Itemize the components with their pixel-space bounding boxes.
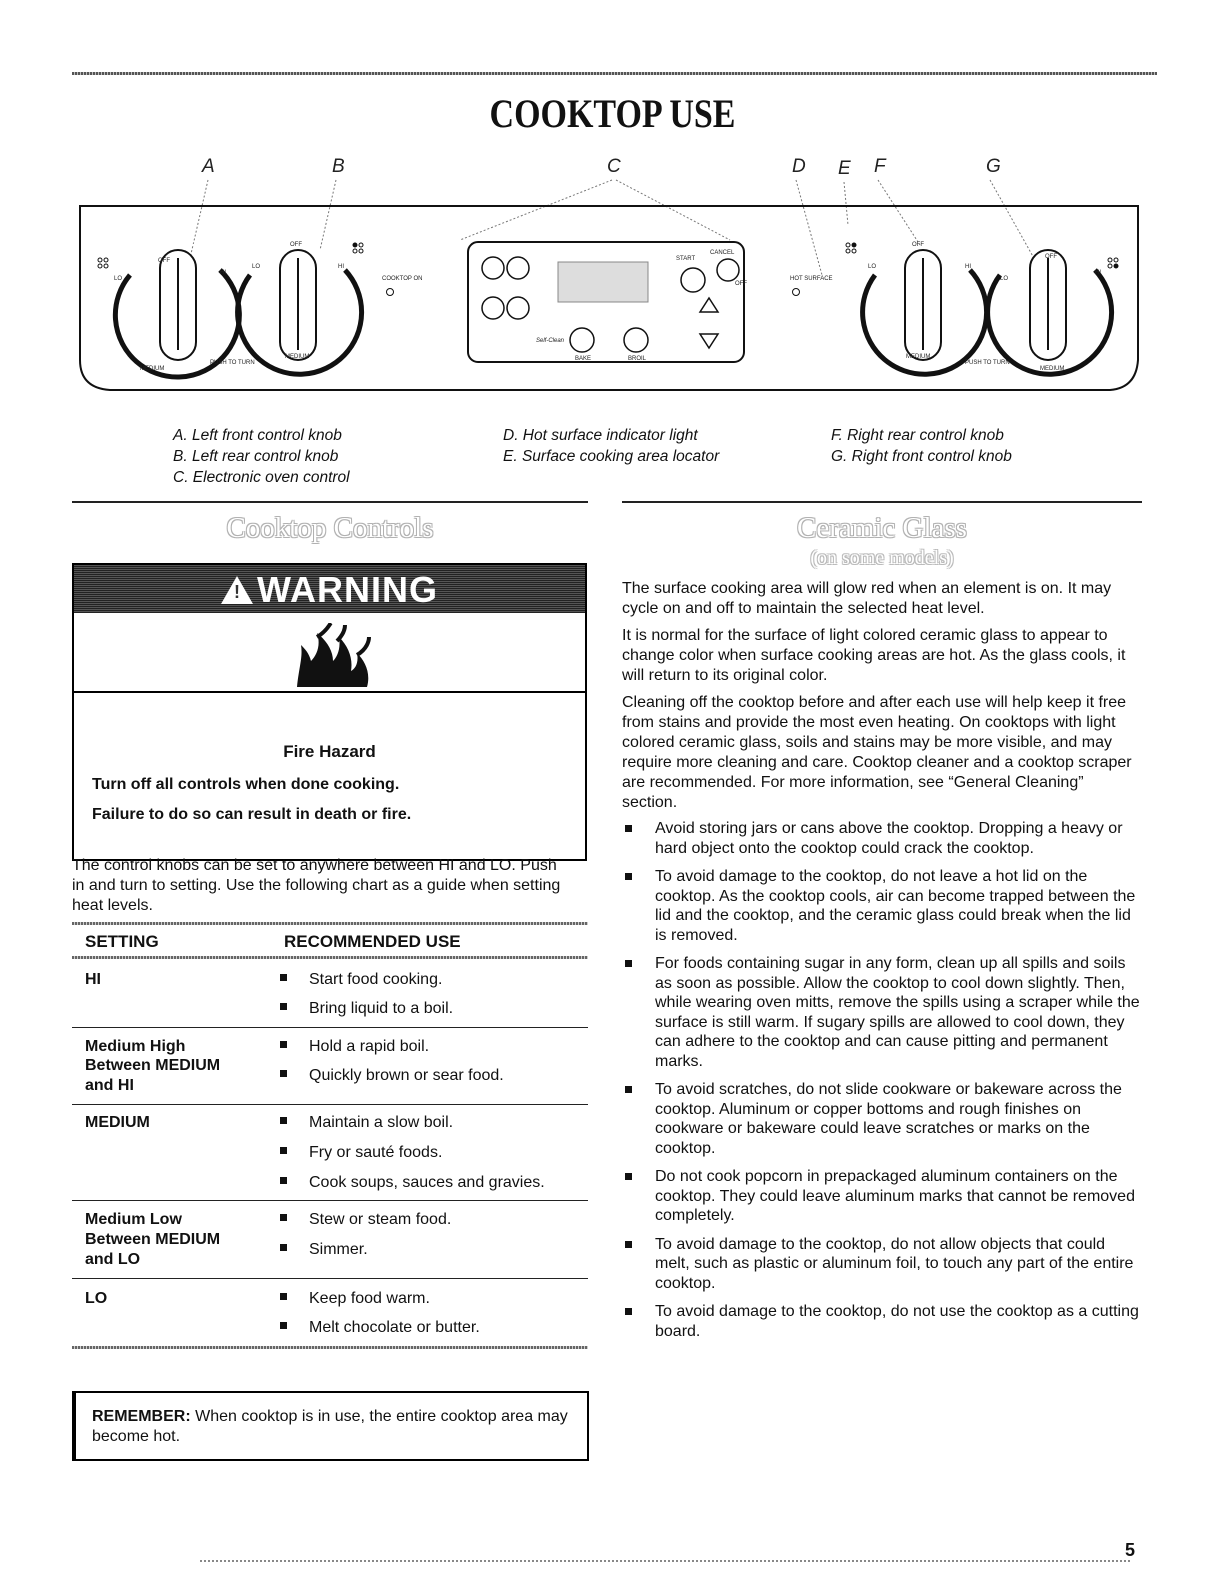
knob-label-push-2: PUSH TO TURN <box>965 360 1010 366</box>
legend-a: A. Left front control knob <box>173 427 342 444</box>
fire-icon <box>287 623 377 689</box>
broil-label: BROIL <box>628 356 647 362</box>
remember-box <box>72 1391 589 1461</box>
setting-lo: LO <box>85 1290 108 1307</box>
knob-label-off-3: OFF <box>912 242 924 248</box>
top-rule <box>72 72 1157 75</box>
knob-label-off-4: OFF <box>1045 254 1057 260</box>
bake-label: BAKE <box>575 356 592 362</box>
control-panel-diagram <box>70 150 1160 410</box>
bullet-item: For foods containing sugar in any form, clean up all spills and soils as soon as possible. Allow the cooktop to cool down slightly. Then, while wearing oven mitts, remove the spills using a scraper while the surface is still warm. If sugary spills are allowed to cool down, they can adhere to the cooktop and can cause pitting and permanent marks. <box>622 954 1142 1071</box>
row-divider <box>72 1104 588 1105</box>
controls-intro: The control knobs can be set to anywhere between HI and LO. Push in and turn to setting. Use the following chart as a guide when setting heat levels. <box>72 857 561 914</box>
right-front-knob <box>988 250 1112 374</box>
knob-label-off-2: OFF <box>290 242 302 248</box>
use-item: Bring liquid to a boil. <box>280 999 453 1019</box>
th-recommended-use: RECOMMENDED USE <box>284 932 461 951</box>
bullet-item: To avoid damage to the cooktop, do not use the cooktop as a cutting board. <box>622 1302 1142 1341</box>
row-divider <box>72 1278 588 1279</box>
legend-col-1 <box>173 425 350 488</box>
knob-label-lo-4: LO <box>1000 276 1009 282</box>
right-section-rule <box>622 501 1142 503</box>
table-top-rule <box>72 922 588 925</box>
setting-medium-low: Medium Low <box>85 1211 182 1228</box>
bullet-item: To avoid damage to the cooktop, do not leave a hot lid on the cooktop. As the cooktop cools, air can become trapped between the lid and the cooktop, and the ceramic glass could break when the lid is removed. <box>622 867 1142 945</box>
knob-label-hi-4: HI <box>1095 270 1101 276</box>
setting-label: Medium High <box>85 1038 186 1055</box>
warning-header <box>74 565 585 613</box>
legend-col-3 <box>831 425 1012 467</box>
use-item: Melt chocolate or butter. <box>280 1318 480 1338</box>
warning-divider <box>74 691 585 693</box>
bullet-item: To avoid scratches, do not slide cookware or bakeware across the cooktop. Aluminum or copper bottoms and rough finishes on cookware or bakeware could leave scratches or marks on the cooktop. <box>622 1080 1142 1158</box>
setting-medium: MEDIUM <box>85 1114 150 1131</box>
off-label: OFF <box>735 281 747 287</box>
setting-medium-high-range: Between MEDIUM and HI <box>85 1057 221 1094</box>
legend-col-2 <box>503 425 719 467</box>
th-setting: SETTING <box>85 932 159 951</box>
left-front-knob <box>115 243 240 377</box>
knob-label-off-1: OFF <box>158 258 170 264</box>
use-item: Start food cooking. <box>280 970 442 990</box>
legend-f: F. Right rear control knob <box>831 427 1004 444</box>
remember-text: When cooktop is in use, the entire cooktop area may become hot. <box>92 1408 568 1445</box>
cooktop-controls-heading: Cooktop Controls <box>226 512 434 544</box>
setting-medium-low-range: Between MEDIUM and LO <box>85 1231 221 1268</box>
bullet-item: Avoid storing jars or cans above the cooktop. Dropping a heavy or hard object onto the cooktop could crack the cooktop. <box>622 819 1142 858</box>
callout-e: E <box>838 158 851 179</box>
legend-e: E. Surface cooking area locator <box>503 448 720 465</box>
callout-b: B <box>332 156 345 177</box>
hazard-title: Fire Hazard <box>283 742 376 761</box>
ceramic-glass-body <box>622 579 1142 1341</box>
warning-line-2: Failure to do so can result in death or fire. <box>92 806 412 823</box>
knob-label-hi-3: HI <box>965 264 971 270</box>
use-item: Cook soups, sauces and gravies. <box>280 1173 545 1193</box>
legend-g: G. Right front control knob <box>831 448 1012 465</box>
knob-label-medium-2: MEDIUM <box>285 354 310 360</box>
use-item: Simmer. <box>280 1240 368 1260</box>
paragraph: Cleaning off the cooktop before and after each use will help keep it free from stains and provide the most even heating. On cooktops with light colored ceramic glass, soils and stains may be more visible, and may require more cleaning and care. Cooktop cleaner and a cooktop scraper are recommended. For more information, see “General Cleaning” section. <box>622 694 1132 811</box>
knob-label-medium-3: MEDIUM <box>906 354 931 360</box>
callout-d: D <box>792 156 806 177</box>
electronic-oven-control <box>468 242 744 362</box>
warning-header-text: WARNING <box>257 569 438 610</box>
use-item: Fry or sauté foods. <box>280 1143 442 1163</box>
row-divider <box>72 1027 588 1028</box>
use-item: Maintain a slow boil. <box>280 1113 453 1133</box>
use-item: Quickly brown or sear food. <box>280 1066 504 1086</box>
left-section-rule <box>72 501 588 503</box>
remember-label: REMEMBER: <box>92 1408 191 1425</box>
ceramic-glass-subheading: (on some models) <box>810 547 954 569</box>
knob-label-hi-1: HI <box>220 270 226 276</box>
callout-c: C <box>607 156 621 177</box>
page-title: COOKTOP USE <box>489 91 736 136</box>
paragraph: The surface cooking area will glow red when an element is on. It may cycle on and off to maintain the selected heat level. <box>622 580 1112 617</box>
page-number: 5 <box>1125 1540 1136 1560</box>
self-clean-label: Self-Clean <box>536 338 565 344</box>
bullet-item: Do not cook popcorn in prepackaged aluminum containers on the cooktop. They could leave aluminum marks that cannot be removed completely. <box>622 1167 1142 1226</box>
paragraph: It is normal for the surface of light colored ceramic glass to appear to change color when surface cooking areas are hot. As the glass cools, it will return to its original color. <box>622 627 1126 684</box>
hot-surface-label: HOT SURFACE <box>790 276 833 282</box>
bottom-rule <box>200 1560 1130 1562</box>
cooktop-on-label: COOKTOP ON <box>382 276 423 282</box>
table-bottom-rule <box>72 1346 588 1349</box>
row-divider <box>72 1200 588 1201</box>
callout-g: G <box>986 156 1001 177</box>
knob-label-medium-4: MEDIUM <box>1040 366 1065 372</box>
knob-label-medium-1: MEDIUM <box>140 366 165 372</box>
knob-label-hi-2: HI <box>338 264 344 270</box>
bullet-item: To avoid damage to the cooktop, do not allow objects that could melt, such as plastic or aluminum foil, to touch any part of the entire cooktop. <box>622 1235 1142 1294</box>
setting-hi: HI <box>85 971 101 988</box>
setting-medium-high <box>85 1037 260 1057</box>
warning-triangle-icon: ! <box>221 576 253 604</box>
use-item: Hold a rapid boil. <box>280 1037 429 1057</box>
ceramic-glass-heading: Ceramic Glass <box>797 512 967 544</box>
use-item: Keep food warm. <box>280 1289 430 1309</box>
knob-label-lo-3: LO <box>868 264 877 270</box>
start-label: START <box>676 256 696 262</box>
warning-box <box>72 563 587 861</box>
callout-a: A <box>202 156 215 177</box>
legend-c: C. Electronic oven control <box>173 469 350 486</box>
knob-label-push-1: PUSH TO TURN <box>210 360 255 366</box>
table-header-rule <box>72 956 588 959</box>
cancel-label: CANCEL <box>710 250 735 256</box>
use-item: Stew or steam food. <box>280 1210 451 1230</box>
legend-b: B. Left rear control knob <box>173 448 339 465</box>
warning-line-1: Turn off all controls when done cooking. <box>92 776 400 793</box>
knob-label-lo-2: LO <box>252 264 261 270</box>
callout-f: F <box>874 156 886 177</box>
knob-label-lo-1: LO <box>114 276 123 282</box>
legend-d: D. Hot surface indicator light <box>503 427 698 444</box>
